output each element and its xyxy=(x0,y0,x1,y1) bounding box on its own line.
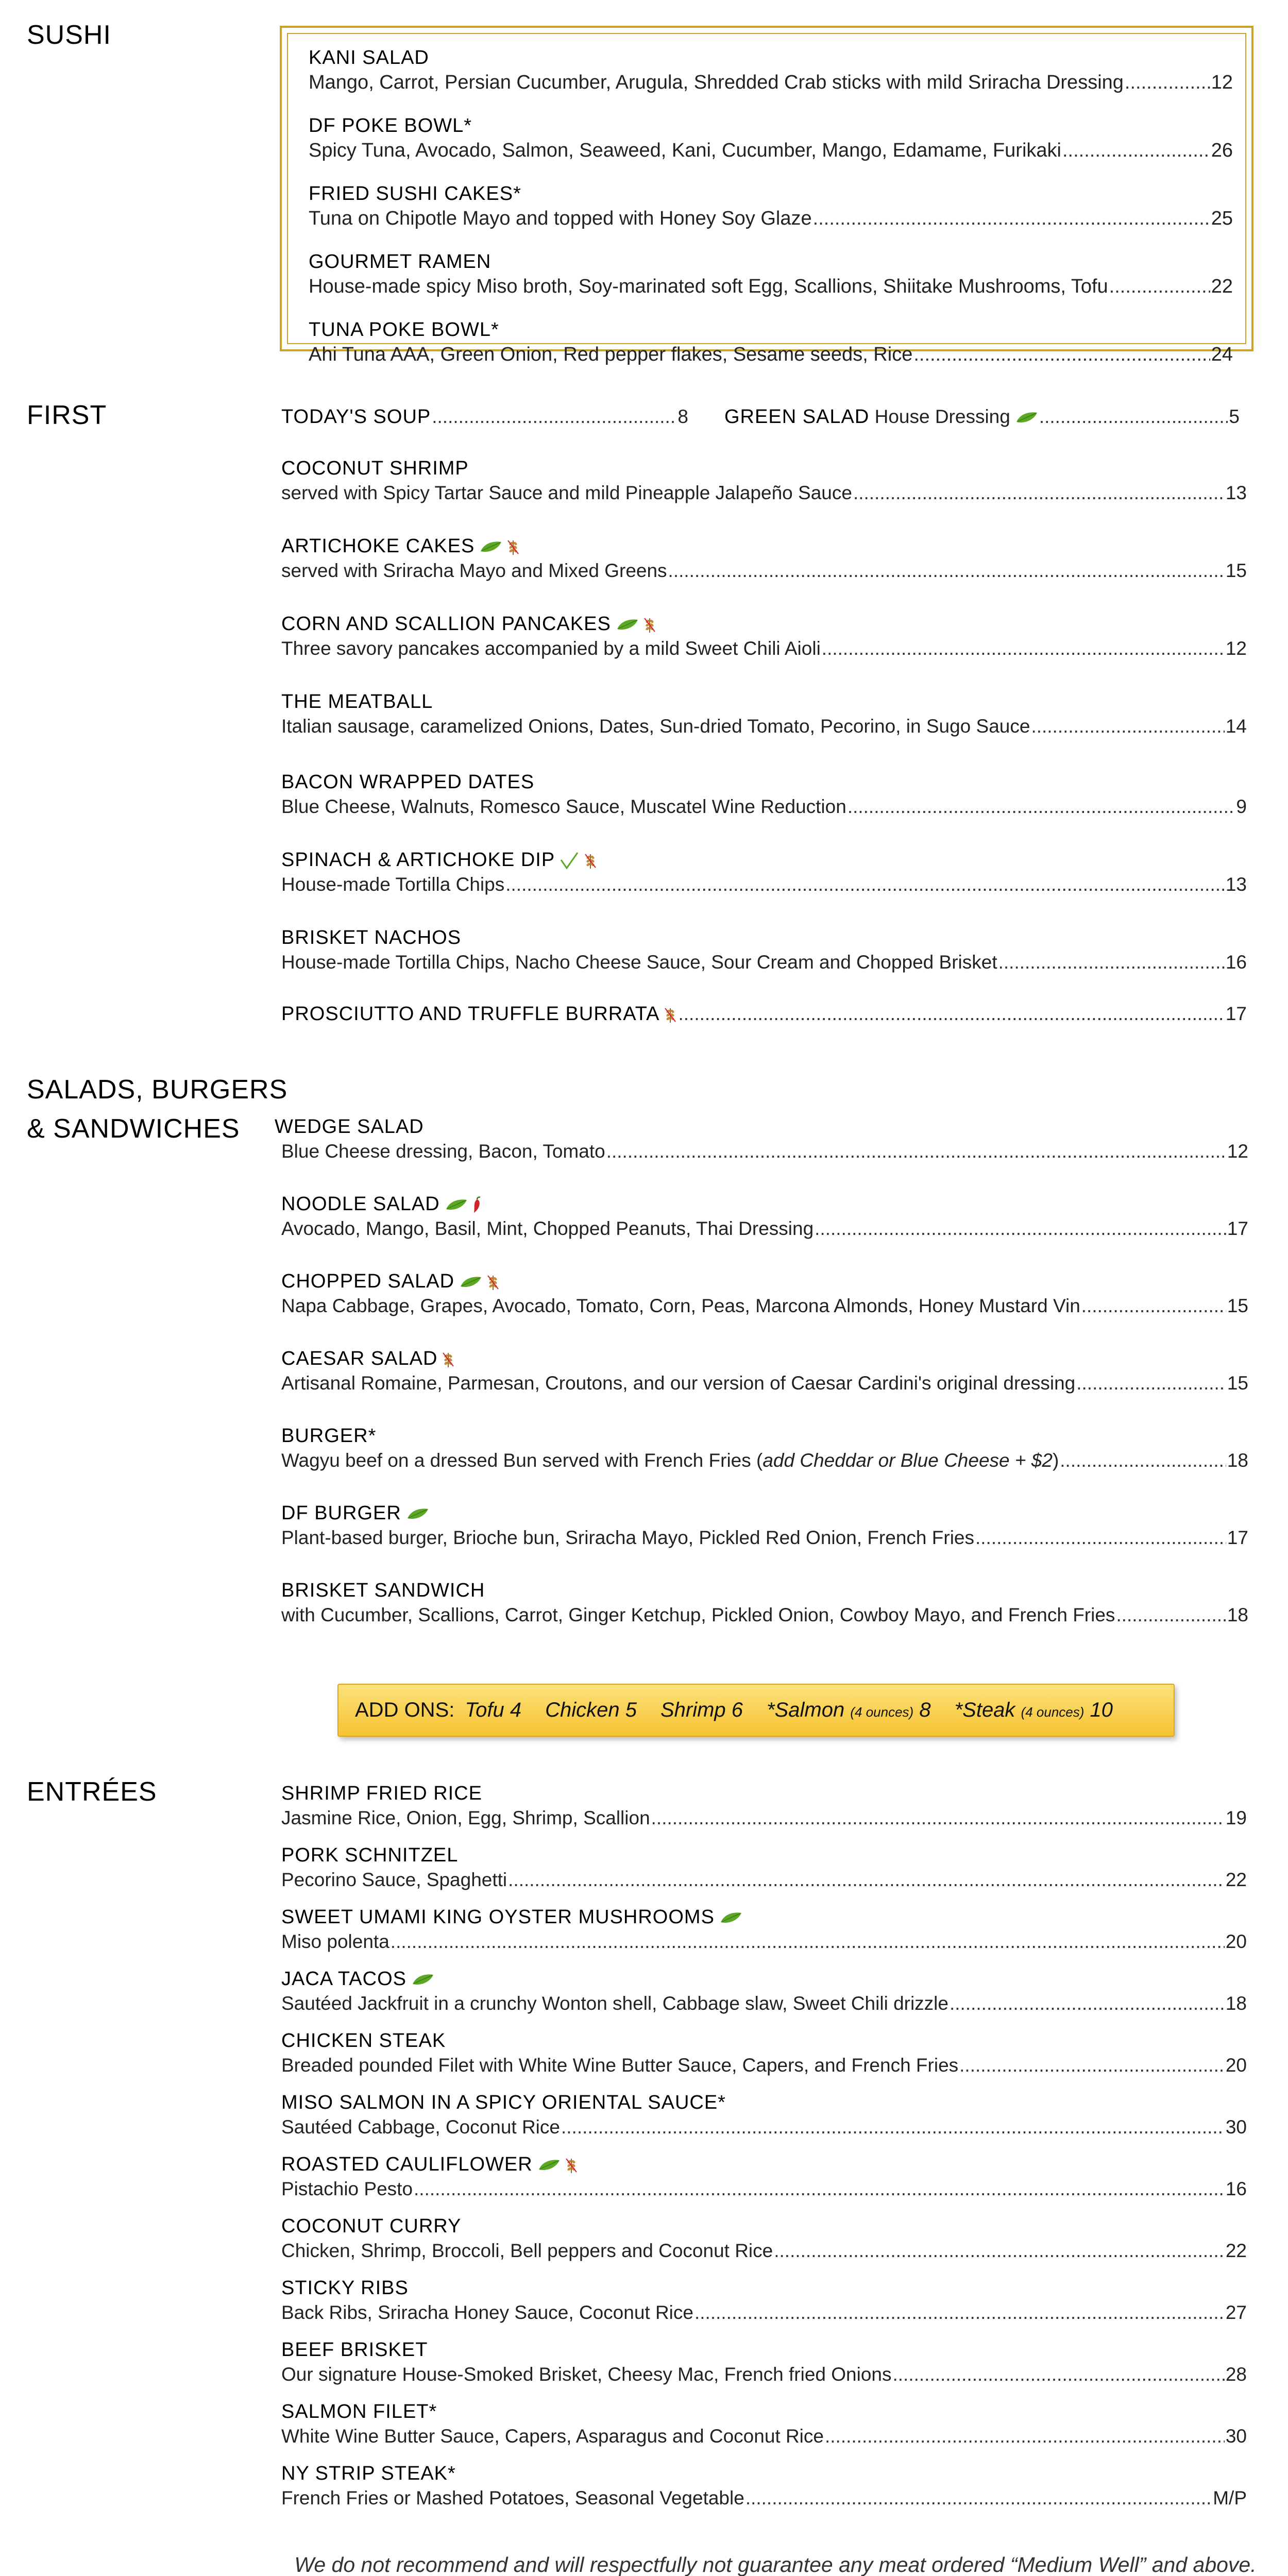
item-name: SHRIMP FRIED RICE xyxy=(281,1783,483,1804)
item-name: COCONUT SHRIMP xyxy=(281,457,469,479)
section-title-salads-line1: SALADS, BURGERS xyxy=(27,1075,288,1105)
dot-leader xyxy=(774,2239,1225,2263)
item-price: 13 xyxy=(1225,874,1247,895)
item-price: 15 xyxy=(1225,560,1247,581)
wheat-icon xyxy=(442,1351,455,1368)
item-name: SWEET UMAMI KING OYSTER MUSHROOMS xyxy=(281,1906,715,1928)
item-desc-row xyxy=(281,1294,1248,1318)
item-price: 22 xyxy=(1225,1869,1247,1890)
item-desc: French Fries or Mashed Potatoes, Seasonal Vegetable xyxy=(281,2487,744,2509)
section-title-salads xyxy=(27,1070,287,1148)
dot-leader xyxy=(1031,714,1224,739)
item-desc-row xyxy=(281,636,1247,661)
item-desc: Tuna on Chipotle Mayo and topped with Honey Soy Glaze xyxy=(309,208,812,229)
first-item-burrata xyxy=(281,1002,1247,1026)
leaf-icon xyxy=(412,1974,434,1986)
dot-leader xyxy=(1116,1603,1226,1628)
wheat-icon xyxy=(643,616,656,634)
item-price: 17 xyxy=(1225,1003,1247,1024)
item-price: 5 xyxy=(1229,406,1240,427)
salad-item-wedge xyxy=(275,1114,1248,1164)
item-name: BEEF BRISKET xyxy=(281,2339,428,2361)
item-desc xyxy=(281,1448,1059,1473)
item-desc-row xyxy=(281,872,1247,897)
item-price: 30 xyxy=(1225,2426,1247,2447)
entree-item xyxy=(281,1967,1247,2016)
addon-salmon-price: 8 xyxy=(919,1699,931,1721)
addons-label: ADD ONS: xyxy=(355,1699,455,1721)
leaf-icon xyxy=(616,619,639,631)
dot-leader xyxy=(1081,1294,1226,1318)
addon-tofu: Tofu 4 xyxy=(465,1699,522,1721)
item-name: STICKY RIBS xyxy=(281,2277,409,2299)
item-price: 24 xyxy=(1211,344,1233,365)
item-price: 8 xyxy=(677,406,688,427)
item-desc-row xyxy=(309,274,1233,299)
item-price: 15 xyxy=(1227,1372,1248,1394)
item-name: SALMON FILET* xyxy=(281,2401,437,2422)
sushi-item-gourmet-ramen xyxy=(309,249,1233,299)
item-name: ARTICHOKE CAKES xyxy=(281,535,475,557)
item-name: CAESAR SALAD xyxy=(281,1348,438,1369)
leaf-icon xyxy=(460,1276,482,1289)
item-desc: with Cucumber, Scallions, Carrot, Ginger Ketchup, Pickled Onion, Cowboy Mayo, and French Fries xyxy=(281,1604,1115,1625)
item-desc-row xyxy=(309,138,1233,163)
item-name-row xyxy=(281,1346,1248,1371)
item-desc: Back Ribs, Sriracha Honey Sauce, Coconut Rice xyxy=(281,2302,693,2323)
dot-leader xyxy=(694,2300,1225,2325)
item-name: GOURMET RAMEN xyxy=(309,251,492,273)
item-price: 16 xyxy=(1225,952,1247,973)
item-desc: Mango, Carrot, Persian Cucumber, Arugula, Shredded Crab sticks with mild Sriracha Dressing xyxy=(309,72,1124,93)
item-price: 13 xyxy=(1225,482,1247,503)
item-desc-row xyxy=(281,1371,1248,1396)
dot-leader xyxy=(505,872,1225,897)
wheat-icon xyxy=(506,538,520,556)
item-name: CHICKEN STEAK xyxy=(281,2030,446,2052)
item-desc: Chicken, Shrimp, Broccoli, Bell peppers and Coconut Rice xyxy=(281,2240,773,2261)
first-list xyxy=(281,456,1247,1026)
item-desc-row xyxy=(281,2239,1247,2263)
item-desc-row xyxy=(281,714,1247,739)
dot-leader xyxy=(959,2053,1225,2078)
entrees-list xyxy=(281,1781,1247,2511)
check-icon xyxy=(559,851,580,871)
salad-item-brisket-sandwich xyxy=(281,1578,1248,1628)
dot-leader xyxy=(853,481,1225,505)
item-name: JACA TACOS xyxy=(281,1968,406,1990)
item-name: CHOPPED SALAD xyxy=(281,1270,455,1292)
first-item-meatball xyxy=(281,689,1247,739)
leaf-icon xyxy=(720,1912,742,1924)
item-desc-row xyxy=(309,70,1233,95)
item-name-row xyxy=(281,2152,1247,2177)
addon-steak-name: *Steak xyxy=(954,1699,1015,1721)
item-desc: Italian sausage, caramelized Onions, Dates, Sun-dried Tomato, Pecorino, in Sugo Sauce xyxy=(281,716,1030,737)
entree-item xyxy=(281,2214,1247,2263)
item-price: 20 xyxy=(1225,1931,1247,1952)
entree-item xyxy=(281,2276,1247,2325)
addon-salmon xyxy=(767,1699,931,1722)
item-desc-row xyxy=(281,1868,1247,1892)
entree-item xyxy=(281,1905,1247,1954)
desc-italic: add Cheddar or Blue Cheese + $2 xyxy=(762,1450,1053,1471)
entree-item xyxy=(281,2461,1247,2511)
leaf-icon xyxy=(480,541,502,553)
dot-leader xyxy=(414,2177,1225,2201)
salad-item-caesar xyxy=(281,1346,1248,1396)
item-desc: Sautéed Jackfruit in a crunchy Wonton shell, Cabbage slaw, Sweet Chili drizzle xyxy=(281,1993,948,2014)
dot-leader xyxy=(913,342,1210,367)
desc-text: Wagyu beef on a dressed Bun served with French Fries ( xyxy=(281,1450,763,1471)
item-price: 18 xyxy=(1225,1993,1247,2014)
leaf-icon xyxy=(445,1199,468,1211)
item-price: 9 xyxy=(1236,796,1247,817)
dot-leader xyxy=(745,2486,1212,2511)
wheat-icon xyxy=(565,2157,578,2174)
first-top-row xyxy=(281,404,1247,429)
dot-leader xyxy=(893,2362,1225,2387)
entree-item xyxy=(281,2399,1247,2449)
green-salad-label xyxy=(724,404,1038,429)
item-desc-row xyxy=(281,2424,1247,2449)
dot-leader xyxy=(1125,70,1210,95)
item-name: PORK SCHNITZEL xyxy=(281,1844,459,1866)
item-name: KANI SALAD xyxy=(309,47,429,69)
sushi-item-tuna-poke-bowl xyxy=(309,317,1233,367)
item-desc: Breaded pounded Filet with White Wine Butter Sauce, Capers, and French Fries xyxy=(281,2055,959,2076)
salad-item-chopped xyxy=(281,1269,1248,1318)
item-desc: Avocado, Mango, Basil, Mint, Chopped Peanuts, Thai Dressing xyxy=(281,1218,814,1239)
item-price: 25 xyxy=(1211,208,1233,229)
salads-list xyxy=(275,1114,1248,1628)
item-name: ROASTED CAULIFLOWER xyxy=(281,2154,533,2175)
dot-leader xyxy=(1076,1371,1226,1396)
item-desc-row xyxy=(281,1139,1248,1164)
item-name: BACON WRAPPED DATES xyxy=(281,771,535,793)
item-name-row xyxy=(281,1192,1248,1216)
item-desc-row xyxy=(281,1448,1248,1473)
addon-steak xyxy=(955,1699,1113,1722)
first-item-spinach-dip xyxy=(281,848,1247,897)
item-name: NY STRIP STEAK* xyxy=(281,2463,456,2484)
item-desc-row xyxy=(281,2115,1247,2140)
item-desc-row xyxy=(281,481,1247,505)
addon-salmon-name: *Salmon xyxy=(767,1699,845,1721)
dot-leader xyxy=(975,1526,1226,1550)
item-desc: Pecorino Sauce, Spaghetti xyxy=(281,1869,507,1890)
item-desc-row xyxy=(281,1929,1247,1954)
item-name: DF POKE BOWL* xyxy=(309,115,472,137)
entree-item xyxy=(281,2337,1247,2387)
item-name: SPINACH & ARTICHOKE DIP xyxy=(281,849,555,871)
item-name: PROSCIUTTO AND TRUFFLE BURRATA xyxy=(281,1003,660,1025)
dot-leader xyxy=(508,1868,1225,1892)
item-desc-row xyxy=(281,558,1247,583)
item-name-row xyxy=(281,1967,1247,1991)
section-title-sushi: SUSHI xyxy=(27,20,111,50)
item-desc-row xyxy=(281,1806,1247,1831)
item-price: 12 xyxy=(1211,72,1233,93)
item-desc: served with Spicy Tartar Sauce and mild Pineapple Jalapeño Sauce xyxy=(281,482,852,503)
dot-leader xyxy=(391,1929,1225,1954)
item-desc: House-made Tortilla Chips xyxy=(281,874,505,895)
item-price: 17 xyxy=(1227,1218,1248,1239)
item-desc-row xyxy=(281,1991,1247,2016)
item-desc-row xyxy=(281,1526,1248,1550)
item-name: FRIED SUSHI CAKES* xyxy=(309,183,521,205)
item-name-row xyxy=(281,1269,1248,1294)
item-name: TUNA POKE BOWL* xyxy=(309,319,499,341)
item-name: THE MEATBALL xyxy=(281,691,433,713)
item-price: M/P xyxy=(1213,2487,1247,2509)
item-desc: Pistachio Pesto xyxy=(281,2178,413,2199)
leaf-icon xyxy=(538,2159,561,2172)
entree-item xyxy=(281,1843,1247,1892)
item-desc-row xyxy=(281,794,1247,819)
item-name-row xyxy=(281,1002,677,1026)
chili-icon xyxy=(470,1196,483,1214)
item-name: WEDGE SALAD xyxy=(275,1116,424,1138)
item-name: COCONUT CURRY xyxy=(281,2215,462,2237)
item-name: BURGER* xyxy=(281,1425,377,1447)
addon-shrimp: Shrimp 6 xyxy=(660,1699,743,1721)
item-desc: Our signature House-Smoked Brisket, Cheesy Mac, French fried Onions xyxy=(281,2364,892,2385)
entree-item xyxy=(281,2028,1247,2078)
dot-leader xyxy=(561,2115,1225,2140)
dot-leader xyxy=(678,1002,1224,1026)
first-item-bacon-dates xyxy=(281,770,1247,819)
item-price: 18 xyxy=(1227,1450,1248,1471)
dot-leader xyxy=(1109,274,1210,299)
meat-doneness-note: We do not recommend and will respectfully not guarantee any meat ordered “Medium Well” and above. xyxy=(294,2553,1257,2576)
wheat-icon xyxy=(664,1006,677,1024)
item-desc-row xyxy=(309,342,1233,367)
sushi-item-kani-salad xyxy=(309,45,1233,95)
wheat-icon xyxy=(584,852,597,870)
item-desc: Blue Cheese, Walnuts, Romesco Sauce, Muscatel Wine Reduction xyxy=(281,796,846,817)
item-name-row xyxy=(281,534,1247,558)
item-name: BRISKET NACHOS xyxy=(281,927,462,948)
item-desc: Ahi Tuna AAA, Green Onion, Red pepper flakes, Sesame seeds, Rice xyxy=(309,344,913,365)
item-desc-row xyxy=(281,2486,1247,2511)
item-desc: House-made Tortilla Chips, Nacho Cheese Sauce, Sour Cream and Chopped Brisket xyxy=(281,952,997,973)
sushi-item-fried-sushi-cakes xyxy=(309,181,1233,231)
item-price: 12 xyxy=(1225,638,1247,659)
item-name: TODAY'S SOUP xyxy=(281,406,431,428)
addon-steak-price: 10 xyxy=(1090,1699,1113,1721)
first-item-brisket-nachos xyxy=(281,925,1247,975)
wheat-icon xyxy=(486,1274,500,1291)
sushi-inner-frame xyxy=(287,33,1246,365)
item-name: MISO SALMON IN A SPICY ORIENTAL SAUCE* xyxy=(281,2092,726,2113)
item-price: 12 xyxy=(1227,1141,1248,1162)
dot-leader xyxy=(822,636,1225,661)
addon-chicken: Chicken 5 xyxy=(545,1699,637,1721)
item-price: 22 xyxy=(1211,276,1233,297)
desc-text-end: ) xyxy=(1052,1450,1059,1471)
item-desc: Three savory pancakes accompanied by a mild Sweet Chili Aioli xyxy=(281,638,821,659)
dot-leader xyxy=(815,1216,1226,1241)
item-desc-row xyxy=(281,2177,1247,2201)
item-name-row xyxy=(281,1905,1247,1929)
item-desc: Jasmine Rice, Onion, Egg, Shrimp, Scallion xyxy=(281,1807,650,1828)
item-desc: White Wine Butter Sauce, Capers, Asparagus and Coconut Rice xyxy=(281,2426,824,2447)
item-desc: Spicy Tuna, Avocado, Salmon, Seaweed, Kani, Cucumber, Mango, Edamame, Furikaki xyxy=(309,140,1061,161)
leaf-icon xyxy=(406,1508,429,1520)
item-desc: Napa Cabbage, Grapes, Avocado, Tomato, Corn, Peas, Marcona Almonds, Honey Mustard Vin xyxy=(281,1295,1080,1316)
first-item-coconut-shrimp xyxy=(281,456,1247,505)
salad-item-burger xyxy=(281,1423,1248,1473)
item-price: 28 xyxy=(1225,2364,1247,2385)
item-desc: Artisanal Romaine, Parmesan, Croutons, and our version of Caesar Cardini's original dressing xyxy=(281,1372,1076,1394)
section-title-entrees: ENTRÉES xyxy=(27,1777,157,1807)
item-desc-row xyxy=(281,1603,1248,1628)
dot-leader xyxy=(813,206,1210,231)
dot-leader xyxy=(825,2424,1225,2449)
dot-leader xyxy=(668,558,1225,583)
first-item-artichoke-cakes xyxy=(281,534,1247,583)
item-desc-row xyxy=(281,2300,1247,2325)
item-price: 22 xyxy=(1225,2240,1247,2261)
salad-item-noodle xyxy=(281,1192,1248,1241)
sushi-box xyxy=(280,26,1253,365)
item-desc-row xyxy=(281,950,1247,975)
item-name-row xyxy=(281,1501,1248,1526)
first-item-corn-pancakes xyxy=(281,612,1247,661)
item-name: DF BURGER xyxy=(281,1502,401,1524)
item-price: 27 xyxy=(1225,2302,1247,2323)
addon-salmon-size: (4 ounces) xyxy=(850,1704,914,1720)
dot-leader xyxy=(950,1991,1225,2016)
dot-leader xyxy=(848,794,1235,819)
addon-steak-size: (4 ounces) xyxy=(1021,1704,1084,1720)
dot-leader xyxy=(432,404,676,429)
dot-leader xyxy=(1039,404,1228,429)
item-name: NOODLE SALAD xyxy=(281,1193,440,1215)
item-price: 30 xyxy=(1225,2116,1247,2138)
item-name: GREEN SALAD xyxy=(724,406,870,428)
item-desc: Sautéed Cabbage, Coconut Rice xyxy=(281,2116,560,2138)
item-desc-row xyxy=(281,1216,1248,1241)
item-name: BRISKET SANDWICH xyxy=(281,1580,485,1601)
item-desc-row xyxy=(281,2053,1247,2078)
item-name: CORN AND SCALLION PANCAKES xyxy=(281,613,611,635)
item-name-row xyxy=(281,612,1247,636)
section-title-salads-line2: & SANDWICHES xyxy=(27,1114,240,1144)
item-desc-row xyxy=(309,206,1233,231)
item-price: 14 xyxy=(1225,716,1247,737)
item-price: 20 xyxy=(1225,2055,1247,2076)
item-desc-row xyxy=(281,2362,1247,2387)
item-price: 18 xyxy=(1227,1604,1248,1625)
item-desc: Blue Cheese dressing, Bacon, Tomato xyxy=(281,1141,605,1162)
dot-leader xyxy=(651,1806,1225,1831)
addons-banner xyxy=(337,1684,1175,1737)
item-name-row xyxy=(281,848,1247,872)
item-price: 26 xyxy=(1211,140,1233,161)
dot-leader xyxy=(1060,1448,1226,1473)
entree-item xyxy=(281,2152,1247,2201)
item-price: 16 xyxy=(1225,2178,1247,2199)
item-desc: Plant-based burger, Brioche bun, Sriracha Mayo, Pickled Red Onion, French Fries xyxy=(281,1527,974,1548)
dot-leader xyxy=(998,950,1225,975)
item-price: 17 xyxy=(1227,1527,1248,1548)
entree-item xyxy=(281,2090,1247,2140)
salad-item-df-burger xyxy=(281,1501,1248,1550)
item-desc: served with Sriracha Mayo and Mixed Greens xyxy=(281,560,667,581)
first-green-salad xyxy=(724,404,1240,429)
entree-item xyxy=(281,1781,1247,1831)
dot-leader xyxy=(1062,138,1210,163)
item-desc: House Dressing xyxy=(874,406,1010,427)
section-title-first: FIRST xyxy=(27,400,107,430)
item-desc: House-made spicy Miso broth, Soy-marinated soft Egg, Scallions, Shiitake Mushrooms, Tofu xyxy=(309,276,1108,297)
first-soup xyxy=(281,404,688,429)
item-desc: Miso polenta xyxy=(281,1931,389,1952)
dot-leader xyxy=(606,1139,1226,1164)
item-price: 15 xyxy=(1227,1295,1248,1316)
item-price: 19 xyxy=(1225,1807,1247,1828)
leaf-icon xyxy=(1015,412,1038,424)
sushi-item-df-poke-bowl xyxy=(309,113,1233,163)
